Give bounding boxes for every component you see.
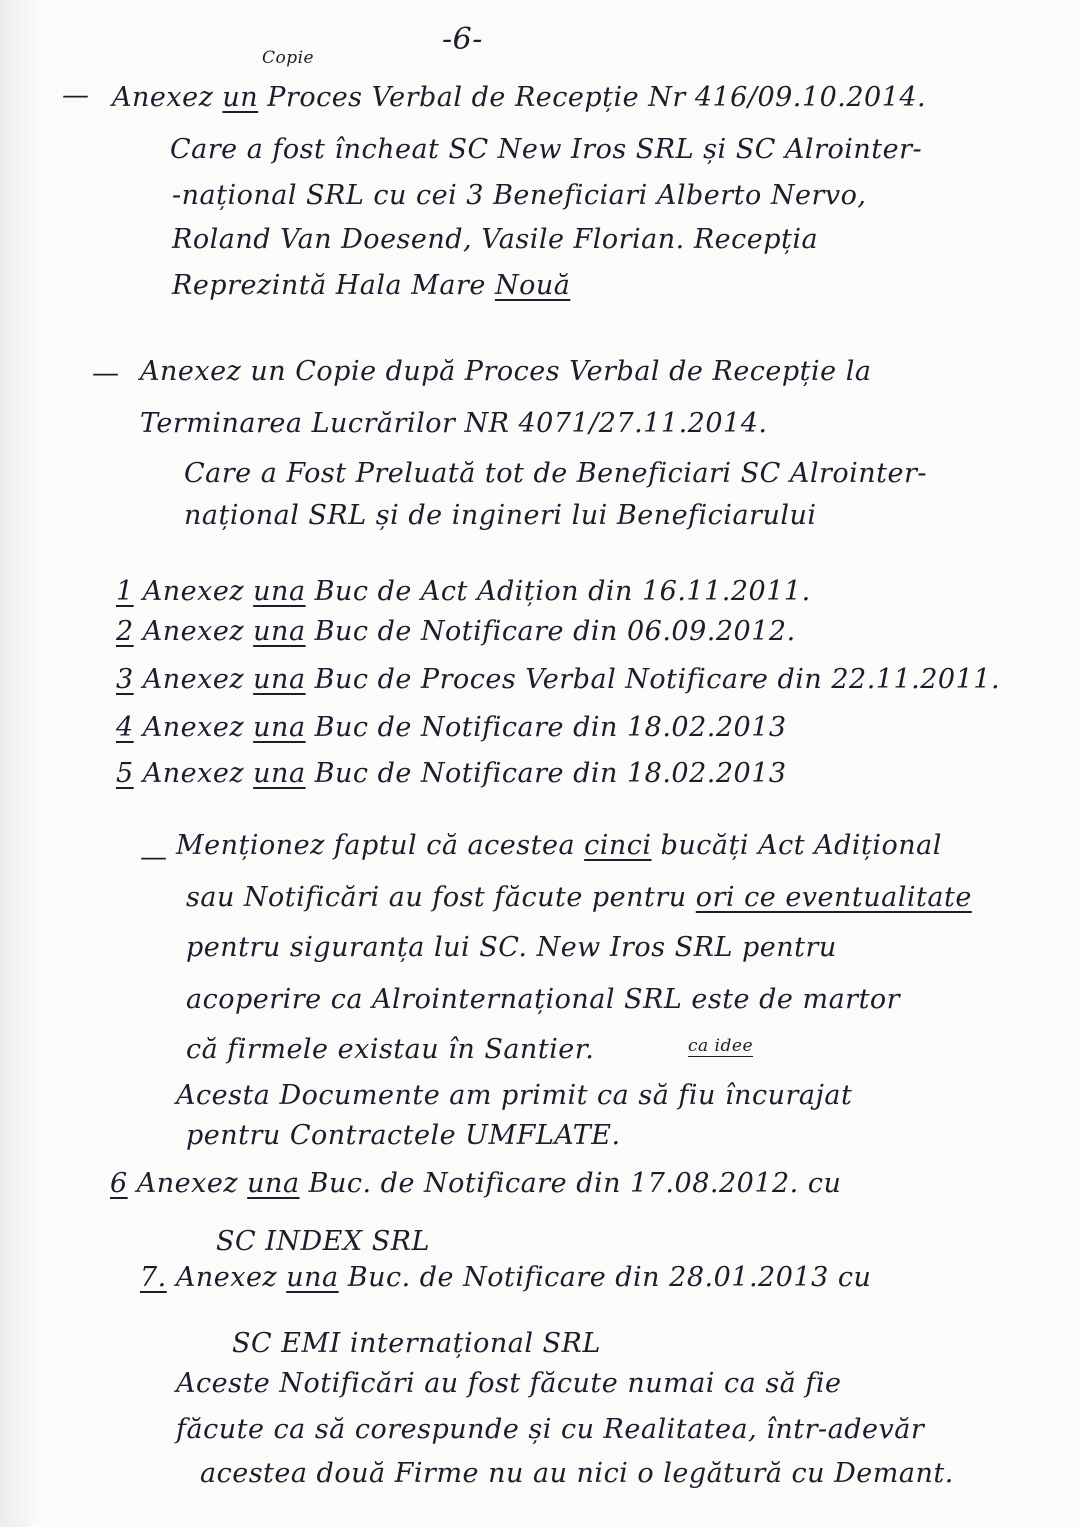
underlined-word: una [253,616,306,647]
item-post: Buc de Act Adițion din 16.11.2011. [305,576,811,607]
item-post: Buc. de Notificare din 28.01.2013 cu [338,1262,872,1293]
list-item-1 [116,576,811,607]
section2-line-3: Care a Fost Preluată tot de Beneficiari SC Alrointer- [184,458,928,489]
item-pre: Anexez [142,616,254,647]
section1-dash: — [62,80,90,111]
item-number: 4 [116,712,134,743]
section1-line-5 [172,270,570,301]
mention-line-1 [176,830,942,861]
closing-line-1: Aceste Notificări au fost făcute numai ca să fie [176,1368,842,1399]
item-number: 7. [140,1262,167,1293]
section2-line-2: Terminarea Lucrărilor NR 4071/27.11.2014. [140,408,768,439]
underlined-word: una [253,576,306,607]
list-item-7 [140,1262,871,1293]
section2-dash: — [92,358,120,389]
item-number: 3 [116,664,134,695]
mention-line-5: că firmele existau în Santier. [186,1034,595,1065]
item-pre: Anexez [142,664,254,695]
underlined-word: una [247,1168,300,1199]
list-item-6-company: SC INDEX SRL [216,1226,430,1257]
list-item-4 [116,712,787,743]
mention-line-7: pentru Contractele UMFLATE. [186,1120,621,1151]
item-number: 6 [110,1168,128,1199]
section1-line-4: Roland Van Doesend, Vasile Florian. Recepția [172,224,819,255]
underlined-word: una [253,664,306,695]
closing-line-3: acestea două Firme nu au nici o legătură cu Demant. [200,1458,954,1489]
scan-edge-shadow [0,0,40,1527]
mention-line-2 [186,882,972,913]
underlined-word: una [253,712,306,743]
closing-line-2: făcute ca să corespunde și cu Realitatea, într-adevăr [176,1414,925,1445]
line-mid: bucăți Act Adițional [651,830,942,861]
section1-line-3: -național SRL cu cei 3 Beneficiari Alberto Nervo, [172,180,867,211]
list-item-5 [116,758,787,789]
mention-line-4: acoperire ca Alrointernațional SRL este de martor [186,984,901,1015]
item-pre: Anexez [142,576,254,607]
line-post: Proces Verbal de Recepție Nr 416/09.10.2014. [258,82,927,113]
line-pre: Anexez [112,82,223,113]
line-pre: Menționez faptul că acestea [176,830,585,861]
mention-line-3: pentru siguranța lui SC. New Iros SRL pentru [186,932,837,963]
item-number: 1 [116,576,134,607]
mention-line-6: Acesta Documente am primit ca să fiu încurajat [176,1080,853,1111]
item-number: 2 [116,616,134,647]
line-pre: sau Notificări au fost făcute pentru [186,882,696,913]
underlined-phrase: ori ce eventualitate [695,882,972,913]
line-pre: Reprezintă Hala Mare [172,270,495,301]
underlined-word: una [286,1262,339,1293]
section1-line-1 [112,82,926,113]
item-post: Buc de Notificare din 18.02.2013 [305,712,787,743]
underlined-word: una [253,758,306,789]
item-post: Buc de Notificare din 18.02.2013 [305,758,787,789]
page-number: -6- [442,22,483,57]
item-pre: Anexez [142,712,254,743]
item-number: 5 [116,758,134,789]
list-item-3 [116,664,1000,695]
list-item-6 [110,1168,841,1199]
item-post: Buc de Proces Verbal Notificare din 22.11.2011. [305,664,1001,695]
insert-ca-idee: ca idee [688,1036,754,1056]
item-pre: Anexez [175,1262,287,1293]
underlined-word: Nouă [494,270,571,301]
underlined-word: un [222,82,259,113]
list-item-2 [116,616,796,647]
mention-dash: — [140,842,168,873]
item-post: Buc de Notificare din 06.09.2012. [305,616,796,647]
section2-line-4: național SRL și de ingineri lui Beneficiarului [184,500,817,531]
item-post: Buc. de Notificare din 17.08.2012. cu [299,1168,842,1199]
list-item-7-company: SC EMI internațional SRL [232,1328,601,1359]
section1-line-2: Care a fost încheat SC New Iros SRL și SC Alrointer- [170,134,923,165]
insert-copie: Copie [262,48,315,68]
item-pre: Anexez [142,758,254,789]
underlined-word: cinci [584,830,652,861]
item-pre: Anexez [136,1168,248,1199]
section2-line-1: Anexez un Copie după Proces Verbal de Recepție la [140,356,872,387]
